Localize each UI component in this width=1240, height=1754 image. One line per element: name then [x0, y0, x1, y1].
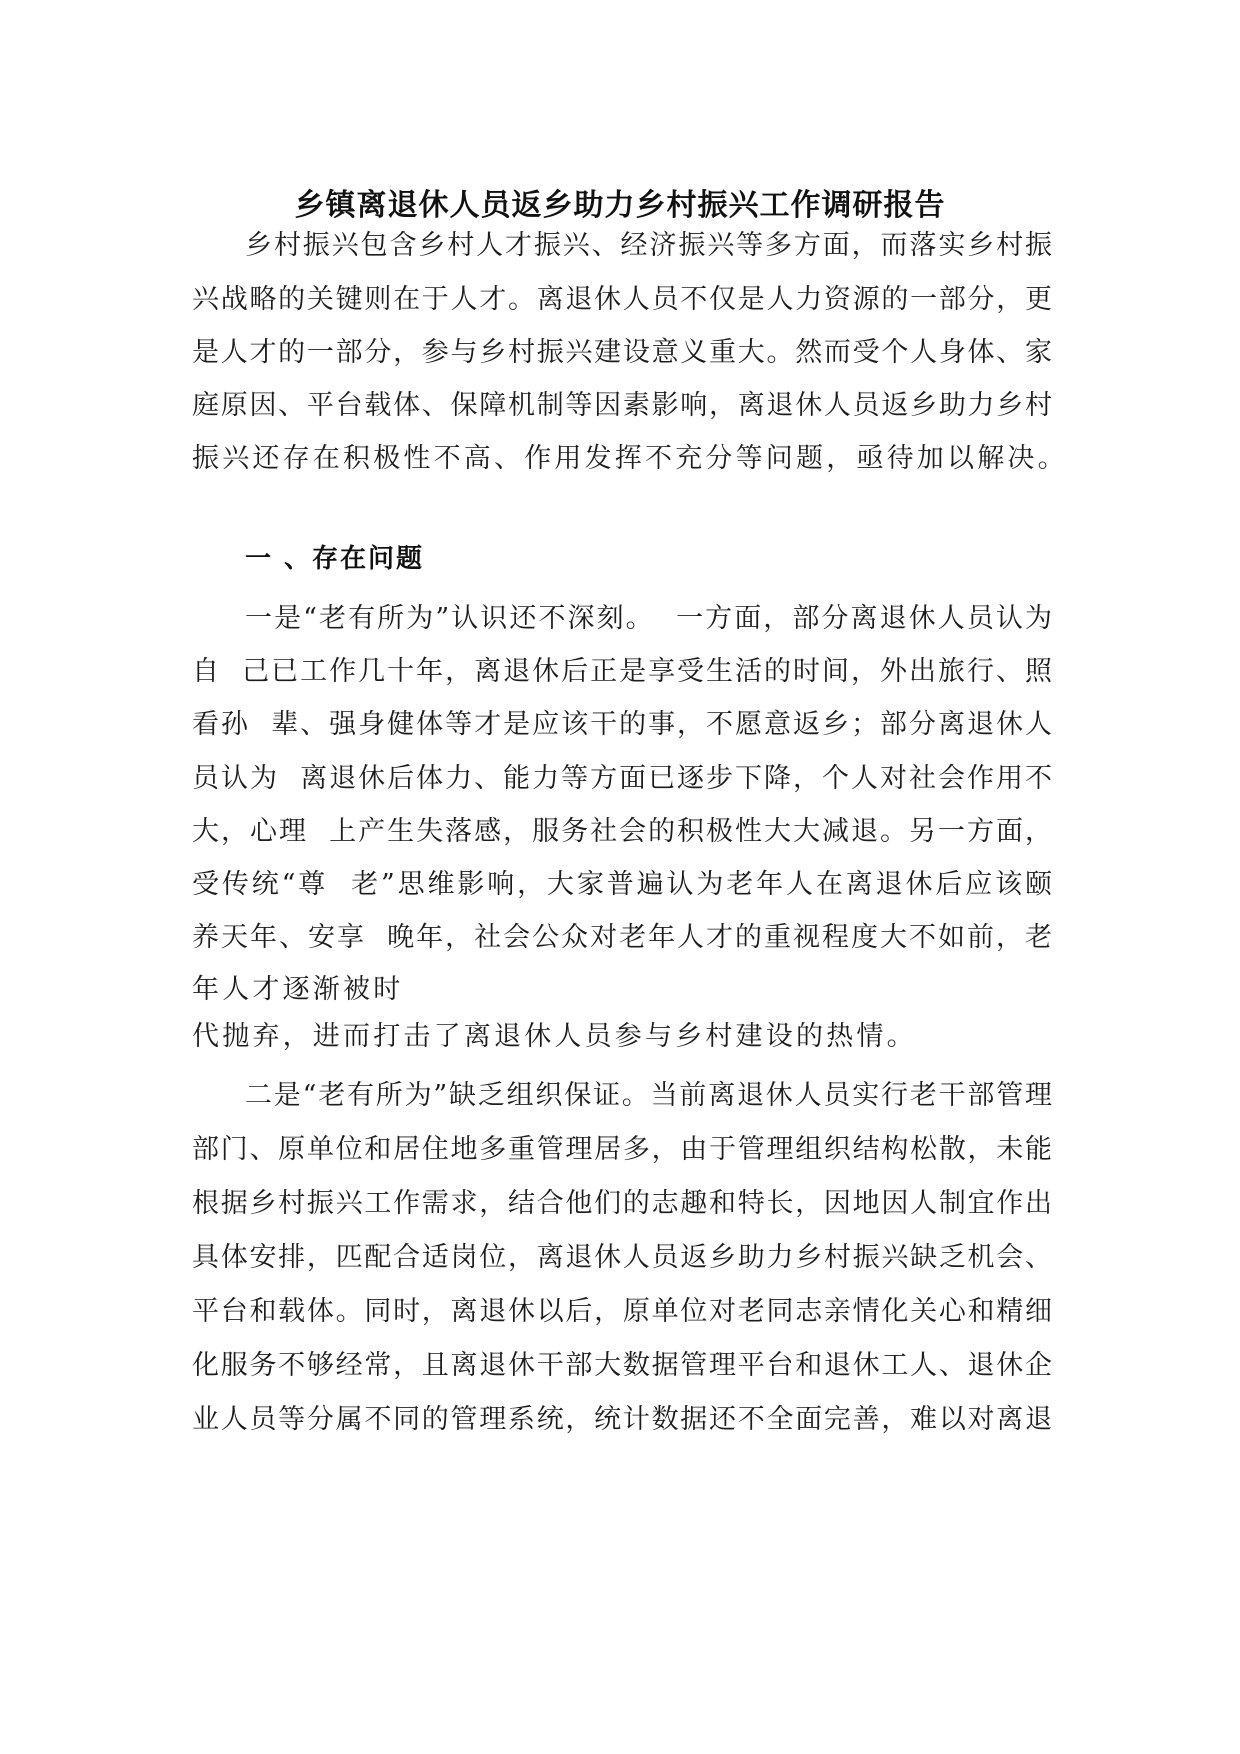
paragraph-line: 年人才逐渐被时 [192, 974, 404, 1005]
paragraph-line: 大，心理 上产生失落感，服务社会的积极性大大减退。另一方面， [192, 816, 1052, 847]
paragraph-line: 自 己已工作几十年，离退休后正是享受生活的时间，外出旅行、照 [192, 656, 1052, 687]
section-heading: 一 、存在问题 [245, 544, 425, 574]
paragraph-line: 业人员等分属不同的管理系统，统计数据还不全面完善，难以对离退 [192, 1404, 1052, 1435]
intro-line: 乡村振兴包含乡村人才振兴、经济振兴等多方面，而落实乡村振 [245, 230, 1052, 261]
intro-line: 庭原因、平台载体、保障机制等因素影响，离退休人员返乡助力乡村 [192, 390, 1052, 421]
paragraph-line: 代抛弃，进而打击了离退休人员参与乡村建设的热情。 [192, 1021, 917, 1052]
intro-line: 振兴还存在积极性不高、作用发挥不充分等问题，亟待加以解决。 [192, 443, 1068, 474]
paragraph-line: 看孙 辈、强身健体等才是应该干的事，不愿意返乡；部分离退休人 [192, 709, 1052, 740]
paragraph-line: 化服务不够经常，且离退休干部大数据管理平台和退休工人、退休企 [192, 1350, 1052, 1381]
paragraph-line: 二是“老有所为”缺乏组织保证。当前离退休人员实行老干部管理 [245, 1080, 1052, 1111]
paragraph-line: 部门、原单位和居住地多重管理居多，由于管理组织结构松散，未能 [192, 1134, 1052, 1165]
paragraph-line: 一是“老有所为”认识还不深刻。 一方面，部分离退休人员认为 [245, 603, 1052, 634]
paragraph-line: 受传统“尊 老”思维影响，大家普遍认为老年人在离退休后应该颐 [192, 869, 1052, 900]
paragraph-line: 平台和载体。同时，离退休以后，原单位对老同志亲情化关心和精细 [192, 1296, 1052, 1327]
intro-line: 兴战略的关键则在于人才。离退休人员不仅是人力资源的一部分，更 [192, 284, 1052, 315]
paragraph-line: 具体安排，匹配合适岗位，离退休人员返乡助力乡村振兴缺乏机会、 [192, 1242, 1052, 1273]
intro-line: 是人才的一部分，参与乡村振兴建设意义重大。然而受个人身体、家 [192, 337, 1052, 368]
paragraph-line: 员认为 离退休后体力、能力等方面已逐步下降，个人对社会作用不 [192, 763, 1052, 794]
document-title: 乡镇离退休人员返乡助力乡村振兴工作调研报告 [294, 188, 946, 223]
paragraph-line: 养天年、安享 晚年，社会公众对老年人才的重视程度大不如前，老 [192, 922, 1052, 953]
paragraph-line: 根据乡村振兴工作需求，结合他们的志趣和特长，因地因人制宜作出 [192, 1188, 1052, 1219]
